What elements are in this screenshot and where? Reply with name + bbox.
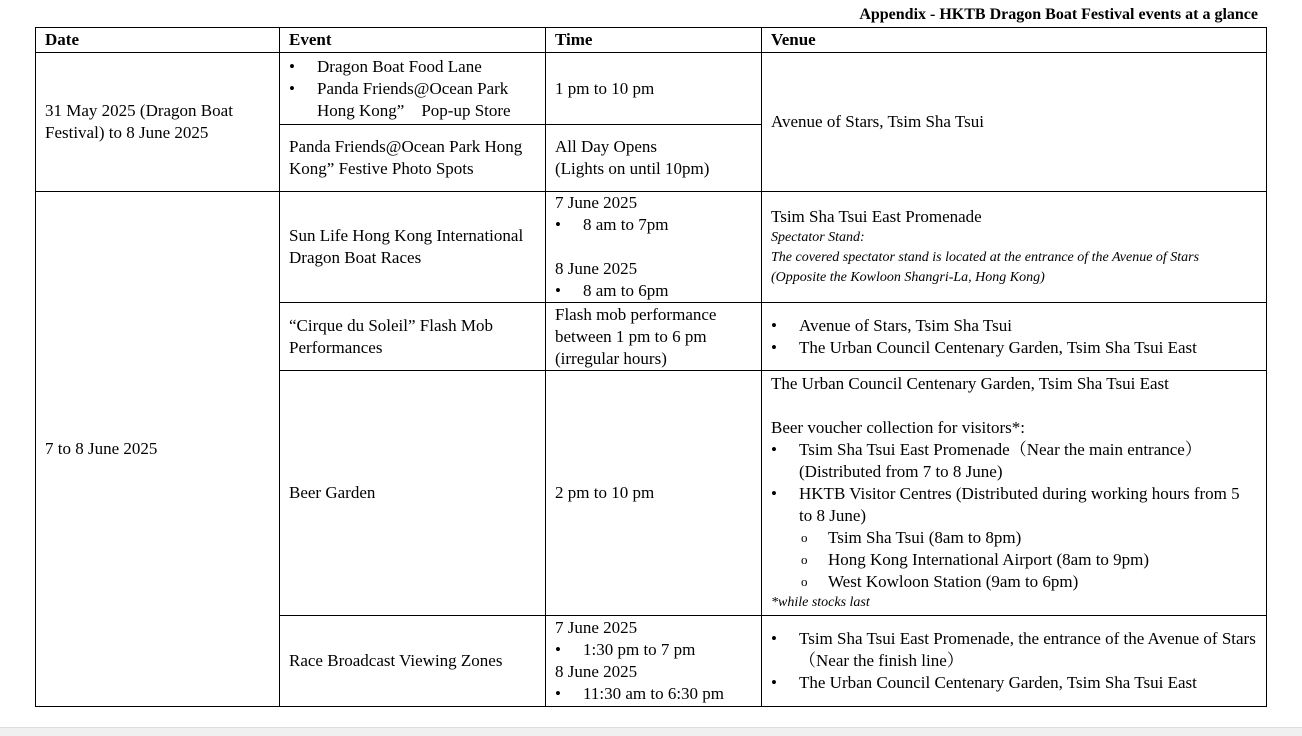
event-cell: Sun Life Hong Kong International Dragon Boat Races	[280, 192, 546, 303]
event-list	[289, 56, 536, 122]
time-line: (Lights on until 10pm)	[555, 159, 710, 178]
list-item: • Tsim Sha Tsui East Promenade, the entrance of the Avenue of Stars（Near the finish line）	[771, 628, 1257, 672]
header-row	[36, 28, 1267, 53]
appendix-title: Appendix - HKTB Dragon Boat Festival events at a glance	[859, 6, 1258, 23]
header-venue: Venue	[762, 28, 1267, 53]
events-table	[35, 27, 1267, 707]
event-cell: “Cirque du Soleil” Flash Mob Performances	[280, 303, 546, 371]
stock-note: *while stocks last	[771, 595, 870, 610]
list-item: o West Kowloon Station (9am to 6pm)	[771, 571, 1257, 593]
event-cell	[280, 53, 546, 125]
list-item: o Tsim Sha Tsui (8am to 8pm)	[771, 527, 1257, 549]
date-cell: 31 May 2025 (Dragon Boat Festival) to 8 June 2025	[36, 53, 280, 192]
voucher-heading: Beer voucher collection for visitors*:	[771, 418, 1025, 437]
venue-name: Tsim Sha Tsui East Promenade	[771, 207, 982, 226]
venue-cell	[762, 616, 1267, 707]
list-item: • The Urban Council Centenary Garden, Tsim Sha Tsui East	[771, 337, 1257, 359]
table-row	[36, 192, 1267, 303]
list-item: • 8 am to 6pm	[555, 280, 752, 302]
time-cell	[546, 616, 762, 707]
list-item: • HKTB Visitor Centres (Distributed during working hours from 5 to 8 June)	[771, 483, 1257, 527]
header-event: Event	[280, 28, 546, 53]
event-cell: Panda Friends@Ocean Park Hong Kong” Festive Photo Spots	[280, 125, 546, 192]
venue-name: The Urban Council Centenary Garden, Tsim Sha Tsui East	[771, 374, 1169, 393]
header-date: Date	[36, 28, 280, 53]
list-item: o Hong Kong International Airport (8am to 9pm)	[771, 549, 1257, 571]
event-cell: Race Broadcast Viewing Zones	[280, 616, 546, 707]
day-label: 8 June 2025	[555, 259, 638, 278]
list-item: • 1:30 pm to 7 pm	[555, 639, 752, 661]
list-item: • The Urban Council Centenary Garden, Tsim Sha Tsui East	[771, 672, 1257, 694]
table-row	[36, 53, 1267, 125]
list-item: • Panda Friends@Ocean Park Hong Kong” Pop-up Store	[289, 78, 536, 122]
time-line: All Day Opens	[555, 137, 657, 156]
event-cell: Beer Garden	[280, 371, 546, 616]
day-label: 7 June 2025	[555, 618, 638, 637]
list-item: • Avenue of Stars, Tsim Sha Tsui	[771, 315, 1257, 337]
time-cell	[546, 192, 762, 303]
list-item: • Dragon Boat Food Lane	[289, 56, 536, 78]
list-item: • Tsim Sha Tsui East Promenade（Near the main entrance） (Distributed from 7 to 8 June)	[771, 439, 1257, 483]
header-time: Time	[546, 28, 762, 53]
venue-cell	[762, 192, 1267, 303]
venue-cell: Avenue of Stars, Tsim Sha Tsui	[762, 53, 1267, 192]
day-label: 7 June 2025	[555, 193, 638, 212]
time-cell: 2 pm to 10 pm	[546, 371, 762, 616]
venue-cell	[762, 371, 1267, 616]
stand-text: The covered spectator stand is located at the entrance of the Avenue of Stars (Opposite the Kowloon Shangri-La, Hong Kong)	[771, 250, 1200, 285]
time-cell: Flash mob performance between 1 pm to 6 pm (irregular hours)	[546, 303, 762, 371]
list-item: • 8 am to 7pm	[555, 214, 752, 236]
venue-cell	[762, 303, 1267, 371]
time-cell: 1 pm to 10 pm	[546, 53, 762, 125]
date-cell: 7 to 8 June 2025	[36, 192, 280, 707]
list-item: • 11:30 am to 6:30 pm	[555, 683, 752, 705]
day-label: 8 June 2025	[555, 662, 638, 681]
time-cell	[546, 125, 762, 192]
stand-label: Spectator Stand:	[771, 230, 865, 245]
